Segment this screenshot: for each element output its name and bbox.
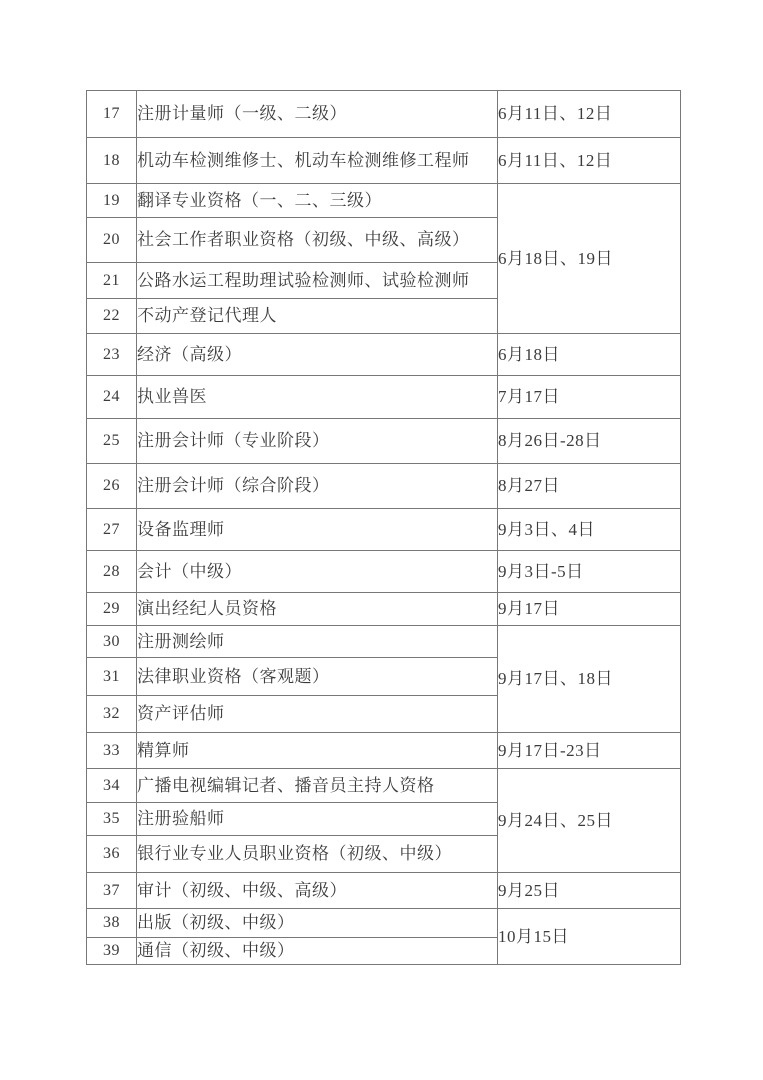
exam-name: 通信（初级、中级） [137,938,498,965]
table-row [87,184,681,218]
exam-name: 注册验船师 [137,803,498,836]
row-number: 27 [87,509,137,551]
row-number: 38 [87,909,137,938]
table-row [87,593,681,626]
exam-name: 资产评估师 [137,696,498,733]
exam-date: 9月25日 [498,873,681,909]
exam-date-merged: 10月15日 [498,909,681,965]
exam-name: 广播电视编辑记者、播音员主持人资格 [137,769,498,803]
row-number: 23 [87,334,137,376]
exam-name: 审计（初级、中级、高级） [137,873,498,909]
exam-date: 9月17日-23日 [498,733,681,769]
table-row [87,509,681,551]
exam-name: 公路水运工程助理试验检测师、试验检测师 [137,263,498,299]
exam-name: 设备监理师 [137,509,498,551]
table-row [87,909,681,938]
exam-name: 演出经纪人员资格 [137,593,498,626]
row-number: 33 [87,733,137,769]
exam-name: 翻译专业资格（一、二、三级） [137,184,498,218]
exam-name: 会计（中级） [137,551,498,593]
row-number: 25 [87,419,137,464]
row-number: 22 [87,299,137,334]
table-row [87,733,681,769]
table-row [87,626,681,658]
exam-name: 执业兽医 [137,376,498,419]
exam-name: 注册计量师（一级、二级） [137,91,498,138]
exam-date-merged: 9月17日、18日 [498,626,681,733]
row-number: 35 [87,803,137,836]
exam-name: 银行业专业人员职业资格（初级、中级） [137,836,498,873]
row-number: 19 [87,184,137,218]
exam-name: 注册会计师（专业阶段） [137,419,498,464]
exam-schedule-table [86,90,681,965]
row-number: 37 [87,873,137,909]
exam-date: 6月11日、12日 [498,91,681,138]
row-number: 39 [87,938,137,965]
row-number: 21 [87,263,137,299]
table-row [87,138,681,184]
row-number: 17 [87,91,137,138]
exam-date: 9月3日-5日 [498,551,681,593]
exam-name: 精算师 [137,733,498,769]
row-number: 18 [87,138,137,184]
row-number: 20 [87,218,137,263]
row-number: 34 [87,769,137,803]
exam-date: 8月26日-28日 [498,419,681,464]
row-number: 24 [87,376,137,419]
exam-date: 6月11日、12日 [498,138,681,184]
row-number: 26 [87,464,137,509]
table-row [87,376,681,419]
exam-name: 注册会计师（综合阶段） [137,464,498,509]
row-number: 29 [87,593,137,626]
table-row [87,91,681,138]
exam-date-merged: 9月24日、25日 [498,769,681,873]
exam-name: 注册测绘师 [137,626,498,658]
exam-name: 社会工作者职业资格（初级、中级、高级） [137,218,498,263]
exam-date: 9月17日 [498,593,681,626]
table-row [87,769,681,803]
exam-date-merged: 6月18日、19日 [498,184,681,334]
exam-name: 不动产登记代理人 [137,299,498,334]
exam-date: 8月27日 [498,464,681,509]
row-number: 30 [87,626,137,658]
table-row [87,873,681,909]
row-number: 31 [87,658,137,696]
table-row [87,419,681,464]
exam-date: 7月17日 [498,376,681,419]
exam-date: 9月3日、4日 [498,509,681,551]
table-row [87,334,681,376]
exam-name: 机动车检测维修士、机动车检测维修工程师 [137,138,498,184]
exam-name: 法律职业资格（客观题） [137,658,498,696]
table-row [87,464,681,509]
row-number: 32 [87,696,137,733]
exam-date: 6月18日 [498,334,681,376]
row-number: 28 [87,551,137,593]
exam-name: 出版（初级、中级） [137,909,498,938]
table-row [87,551,681,593]
row-number: 36 [87,836,137,873]
exam-name: 经济（高级） [137,334,498,376]
